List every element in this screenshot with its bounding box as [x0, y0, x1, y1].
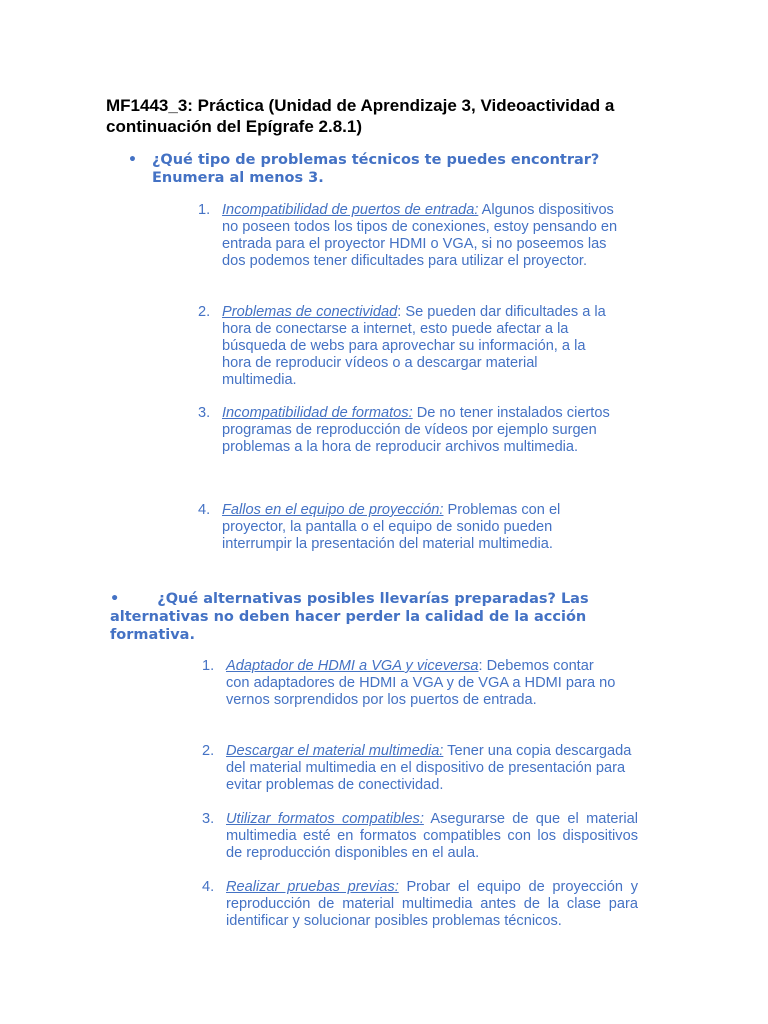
- item-text: Asegurarse de que el material multimedia esté en formatos compatibles con los dispositivos de reproducción disponibles en el aula.: [226, 811, 638, 861]
- item-separator: :: [397, 304, 406, 320]
- question-heading-2: [110, 590, 610, 644]
- item-number: 2.: [202, 743, 215, 759]
- question-text: ¿Qué alternativas posibles llevarías preparadas? Las alternativas no deben hacer perder la calidad de la acción formativa.: [110, 591, 589, 643]
- item-text: De no tener instalados ciertos programas de reproducción de vídeos por ejemplo surgen problemas a la hora de reproducir archivos multimedia.: [222, 405, 610, 455]
- list-item: [198, 202, 622, 270]
- list-item: [202, 879, 638, 930]
- item-number: 2.: [198, 304, 211, 320]
- item-text: Tener una copia descargada del material multimedia en el dispositivo de presentación para evitar problemas de conectividad.: [226, 743, 632, 793]
- item-lead: Descargar el material multimedia:: [226, 743, 444, 759]
- item-number: 4.: [198, 502, 211, 518]
- item-number: 1.: [198, 202, 211, 218]
- item-lead: Utilizar formatos compatibles:: [226, 811, 424, 827]
- list-item: [198, 405, 626, 456]
- item-text: Problemas con el proyector, la pantalla o el equipo de sonido pueden interrumpir la presentación del material multimedia.: [222, 502, 561, 552]
- item-number: 3.: [198, 405, 211, 421]
- item-lead: Realizar pruebas previas:: [226, 879, 399, 895]
- list-item: [198, 304, 610, 389]
- item-lead: Fallos en el equipo de proyección:: [222, 502, 444, 518]
- list-item: [202, 743, 646, 794]
- item-lead: Problemas de conectividad: [222, 304, 398, 320]
- list-item: [202, 658, 616, 709]
- item-text: Probar el equipo de proyección y reproducción de material multimedia antes de la clase para identificar y solucionar posibles problemas técnicos.: [226, 879, 638, 929]
- list-item: [202, 811, 638, 862]
- bullet-marker: •: [110, 591, 120, 607]
- question-heading-1: ¿Qué tipo de problemas técnicos te puedes encontrar? Enumera al menos 3.: [152, 152, 600, 186]
- item-text: Algunos dispositivos no poseen todos los tipos de conexiones, estoy pensando en entrada para el proyector HDMI o VGA, si no poseemos las dos podemos tener dificultades para utilizar el proyector.: [222, 202, 618, 269]
- item-separator: :: [478, 658, 487, 674]
- item-lead: Incompatibilidad de puertos de entrada:: [222, 202, 479, 218]
- item-lead: Incompatibilidad de formatos:: [222, 405, 413, 421]
- item-number: 4.: [202, 879, 215, 895]
- document-title: MF1443_3: Práctica (Unidad de Aprendizaje 3, Videoactividad a continuación del Epígrafe 2.8.1): [106, 96, 615, 136]
- item-number: 3.: [202, 811, 215, 827]
- item-text: Debemos contar con adaptadores de HDMI a VGA y de VGA a HDMI para no vernos sorprendidos por los puertos de entrada.: [226, 658, 616, 708]
- bullet-marker: •: [128, 152, 137, 168]
- item-text: Se pueden dar dificultades a la hora de conectarse a internet, esto puede afectar a la búsqueda de webs para aprovechar su información, a la hora de reproducir vídeos o a descargar material multimedia.: [222, 304, 606, 388]
- item-lead: Adaptador de HDMI a VGA y viceversa: [226, 658, 479, 674]
- list-item: [198, 502, 624, 553]
- item-number: 1.: [202, 658, 215, 674]
